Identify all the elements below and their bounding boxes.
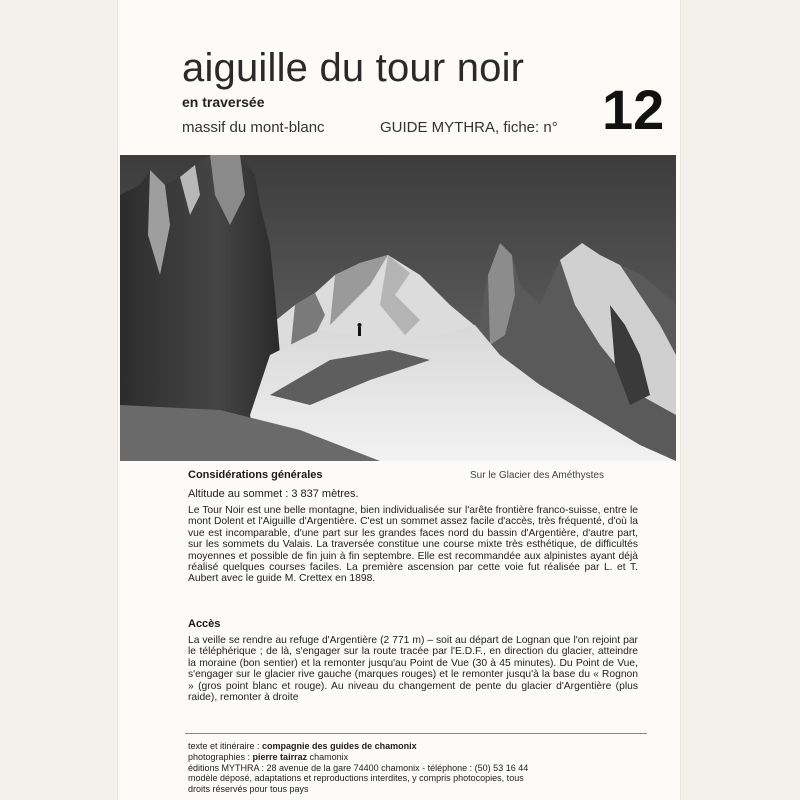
page-title: aiguille du tour noir — [182, 46, 525, 90]
credits-rights-line-2: droits réservés pour tous pays — [188, 784, 309, 795]
acces-paragraph: La veille se rendre au refuge d'Argentière (2 771 m) – soit au départ de Lognan que l'on rejoint par le téléphérique ; de là, s'engager sur la route tracée par l'E.D.F., en direction du glacier, atteindre la moraine (bon sentier) et la remonter jusqu'au Point de Vue (30 à 45 minutes). Du Point de Vue, s'engager sur le glacier rive gauche (marques rouges) et le remonter jusqu'à la base du « Rognon » (gros point blanc et rouge). Au niveau du changement de pente du glacier d'Argentière (plus raide), remonter à droite — [188, 635, 638, 704]
credits-rights-line: modèle déposé, adaptations et reproductions interdites, y compris photocopies, tous — [188, 773, 524, 784]
acces-heading: Accès — [188, 618, 221, 630]
guide-label: GUIDE MYTHRA, fiche: n° — [380, 119, 558, 136]
considerations-heading: Considérations générales — [188, 469, 323, 481]
altitude-line: Altitude au sommet : 3 837 mètres. — [188, 488, 359, 500]
credits-edition-line: éditions MYTHRA : 28 avenue de la gare 74400 chamonix - téléphone : (50) 53 16 44 — [188, 762, 529, 773]
credits-text-line: texte et itinéraire : compagnie des guides de chamonix — [188, 741, 417, 751]
credits-photo-line: photographies : pierre tairraz chamonix — [188, 751, 349, 762]
considerations-paragraph: Le Tour Noir est une belle montagne, bien individualisée sur l'arête frontière franco-suisse, entre le mont Dolent et l'Aiguille d'Argentière. C'est un sommet assez facile d'accès, très fréquenté, d'où la vue est incomparable, d'une part sur les grandes faces nord du bassin d'Argentière, d'autre part, sur les sommets du Valais. La traversée constitue une course mixte très esthétique, de difficultés moyennes et possible de fin juin à fin septembre. Elle est recommandée aux alpinistes ayant déjà réalisé quelques courses faciles. La première ascension par cette voie fut réalisée par L. et T. Aubert avec le guide M. Crettex en 1898. — [188, 505, 638, 585]
credits-block — [188, 741, 628, 795]
fiche-number: 12 — [602, 78, 665, 141]
footer-divider — [185, 733, 647, 734]
route-subtitle: en traversée — [182, 94, 265, 110]
mountain-photo — [120, 155, 676, 461]
massif-label: massif du mont-blanc — [182, 119, 325, 136]
photo-caption: Sur le Glacier des Améthystes — [470, 470, 604, 481]
